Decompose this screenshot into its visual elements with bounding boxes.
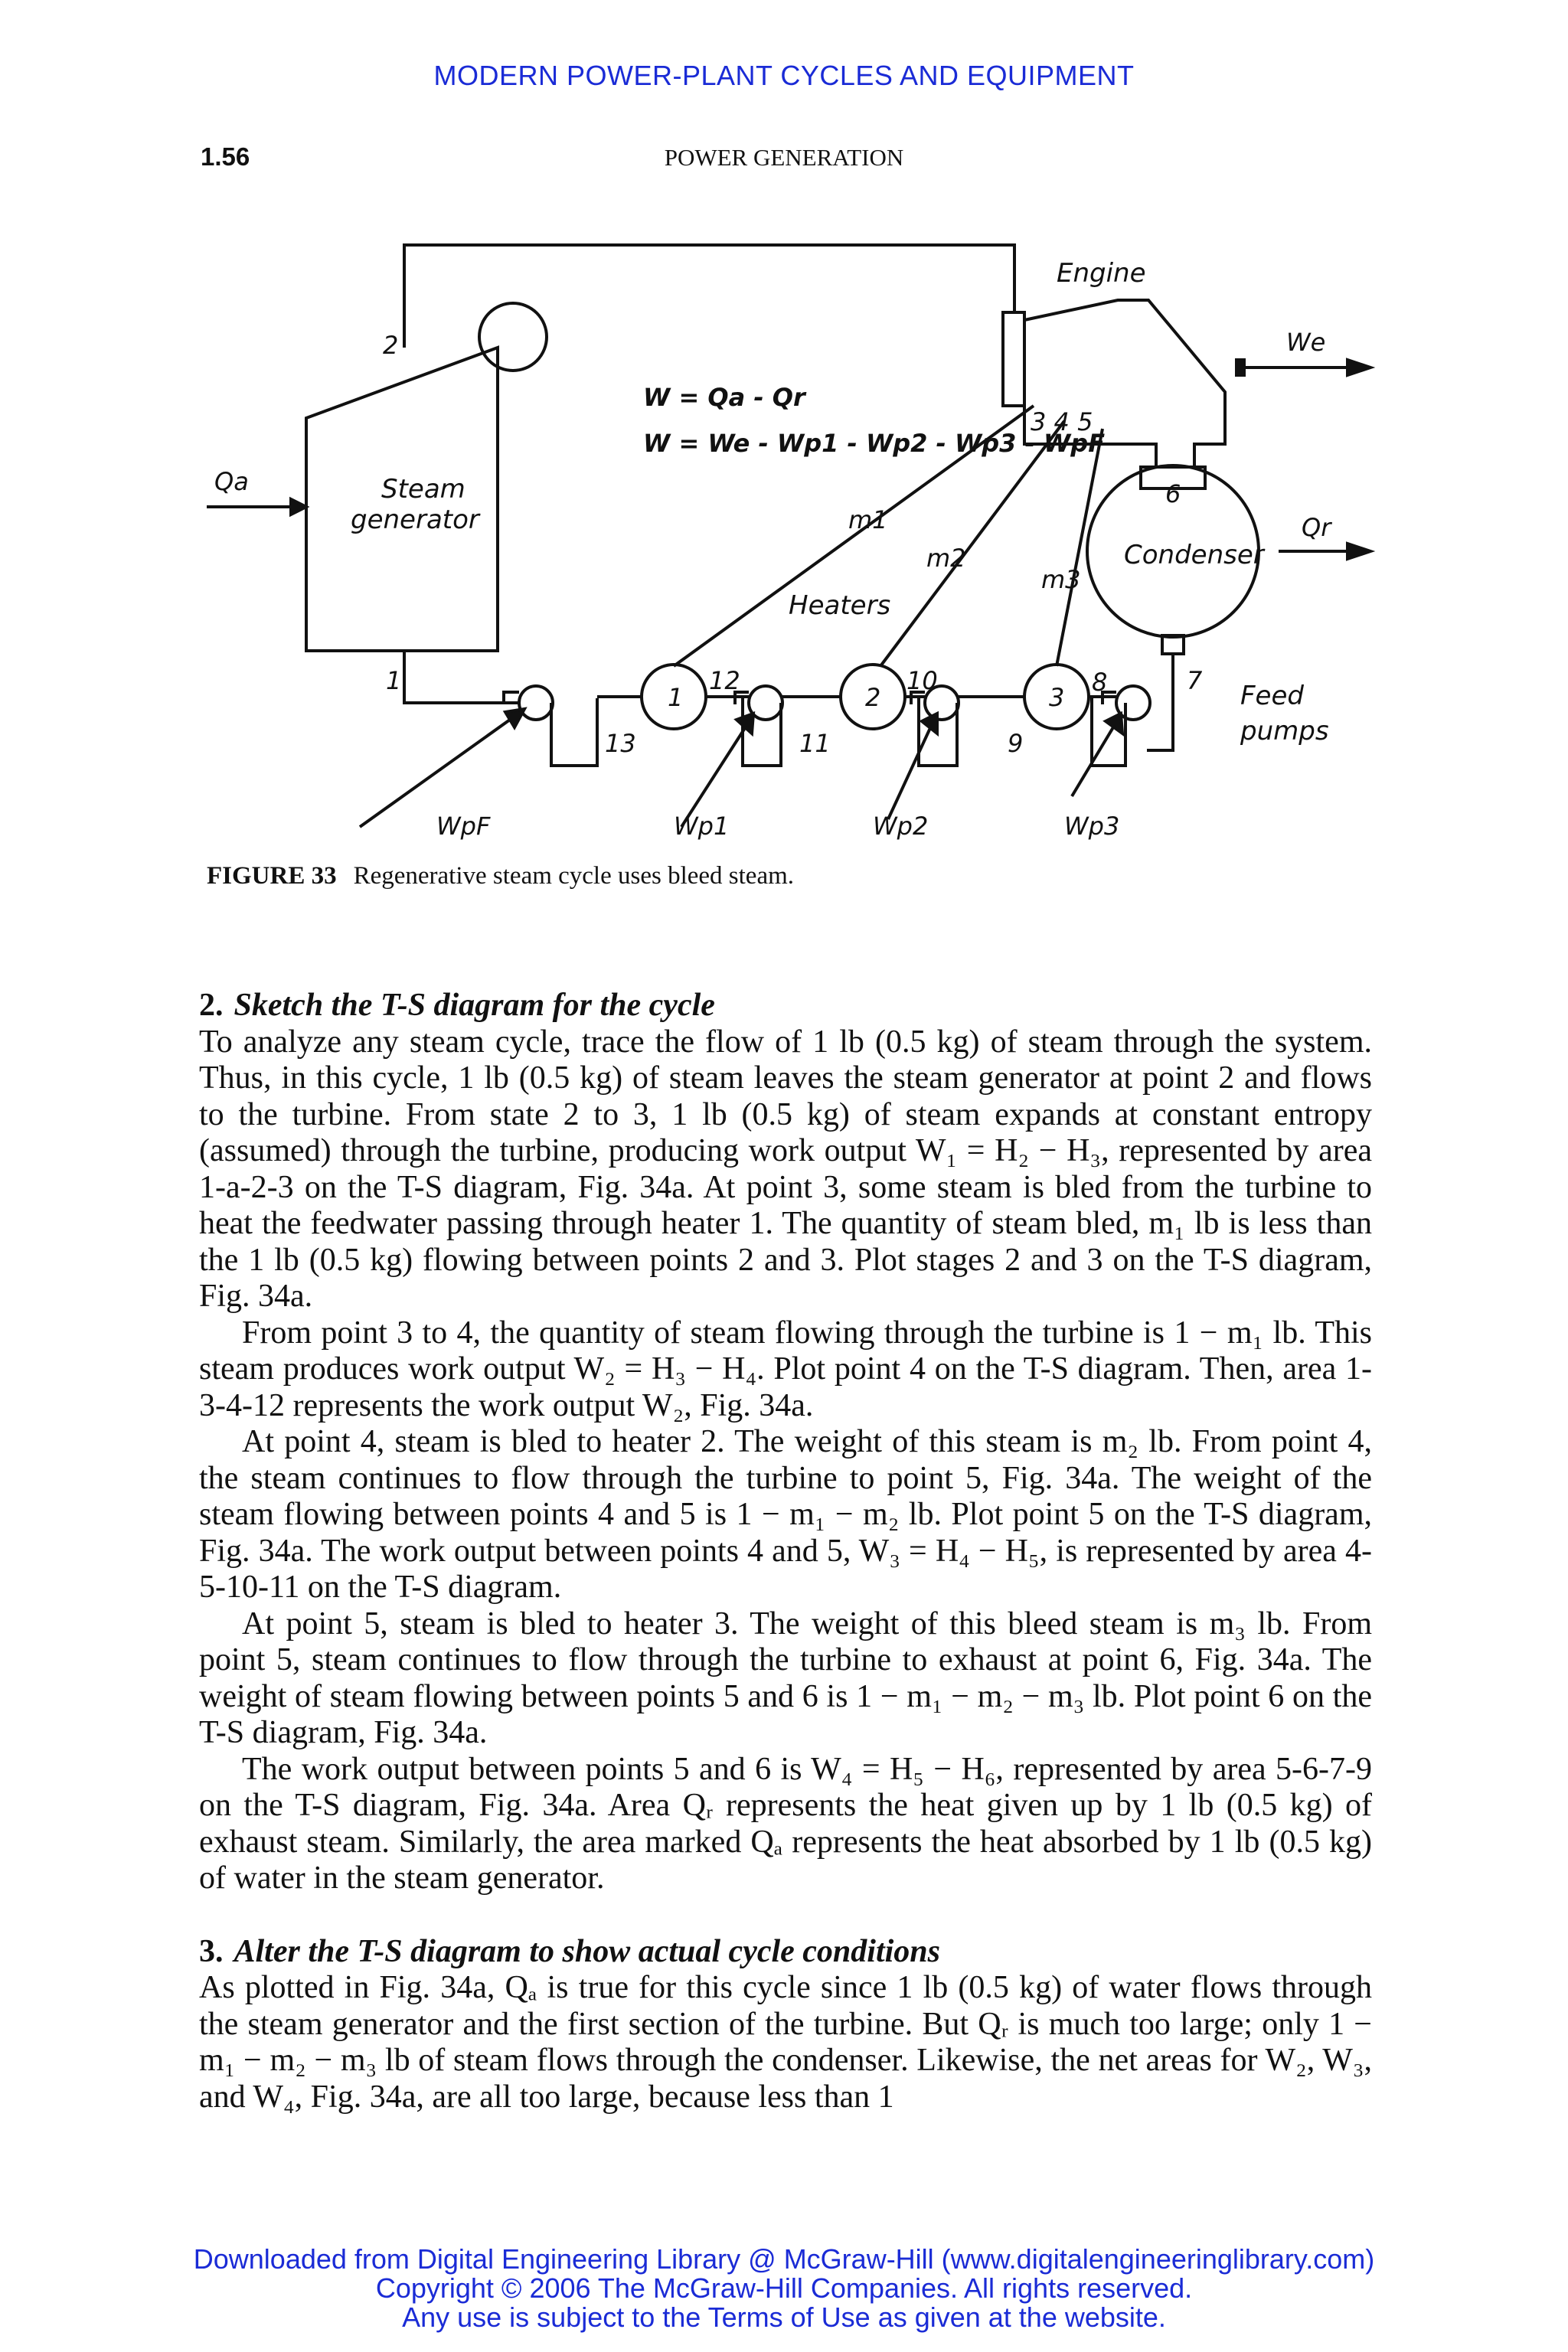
page-number: 1.56 [201, 142, 250, 171]
section-2-paragraph-1: To analyze any steam cycle, trace the flow of 1 lb (0.5 kg) of steam through the system. Thus, in this cycle, 1 lb (0.5 kg) of steam leaves the steam generator at point 2 and flows to the turbine. From state 2 to 3, 1 lb (0.5 kg) of steam expands at constant entropy (assumed) through the turbine, producing work output W₁ = H₂ − H₃, represented by area 1-a-2-3 on the T-S diagram, Fig. 34a. At point 3, some steam is bled from the turbine to heat the feedwater passing through heater 1. The quantity of steam bled, m₁ lb is less than the 1 lb (0.5 kg) flowing between points 2 and 3. Plot stages 2 and 3 on the T-S diagram, Fig. 34a. [199, 1024, 1372, 1314]
label-point-12: 12 [709, 666, 740, 695]
figure-caption-text: Regenerative steam cycle uses bleed steam. [353, 862, 795, 890]
label-condenser: Condenser [1124, 540, 1264, 570]
label-wp2: Wp2 [873, 812, 929, 841]
label-steam-generator-1: Steam [381, 474, 466, 505]
label-heater-2: 2 [865, 683, 881, 712]
label-qr: Qr [1302, 513, 1331, 542]
label-wp1: Wp1 [674, 812, 730, 841]
label-point-11: 11 [799, 729, 831, 758]
footer [0, 2245, 1568, 2332]
label-point-10: 10 [906, 666, 938, 695]
steam-drum [479, 303, 547, 371]
label-point-1: 1 [386, 666, 402, 695]
figure-caption-label: FIGURE 33 [207, 862, 337, 890]
label-formula-2: W = We - Wp1 - Wp2 - Wp3 - WpF [643, 429, 1106, 458]
bleed-m3 [1057, 429, 1102, 666]
label-point-8: 8 [1092, 668, 1108, 697]
section-2-paragraph-4: At point 5, steam is bled to heater 3. The weight of this bleed steam is m₃ lb. From point 5, steam continues to flow through the turbine to exhaust at point 6, Fig. 34a. The weight of steam flowing between points 5 and 6 is 1 − m₁ − m₂ − m₃ lb. Plot point 6 on the T-S diagram, Fig. 34a. [199, 1606, 1372, 1750]
section-2-number: 2. [199, 988, 224, 1023]
label-m3: m3 [1041, 565, 1081, 594]
label-m2: m2 [926, 544, 966, 573]
section-2-paragraph-5: The work output between points 5 and 6 is W₄ = H₅ − H₆, represented by area 5-6-7-9 on the T-S diagram, Fig. 34a. Area Qᵣ represents the heat given up by 1 lb (0.5 kg) of exhaust steam. Similarly, the area marked Qₐ represents the heat absorbed by 1 lb (0.5 kg) of water in the steam generator. [199, 1751, 1372, 1896]
label-point-6: 6 [1165, 479, 1181, 508]
label-heaters: Heaters [789, 590, 891, 621]
label-qa: Qa [214, 467, 249, 496]
steam-line-2 [404, 245, 1014, 348]
label-heater-1: 1 [668, 683, 684, 712]
label-feed-pumps-2: pumps [1240, 716, 1329, 746]
section-title: POWER GENERATION [664, 144, 904, 171]
feed-pump [519, 686, 553, 720]
label-steam-generator-2: generator [351, 505, 479, 535]
section-2-title: Sketch the T-S diagram for the cycle [234, 988, 715, 1023]
section-2-paragraph-2: From point 3 to 4, the quantity of steam flowing through the turbine is 1 − m₁ lb. This steam produces work output W₂ = H₃ − H₄. Plot point 4 on the T-S diagram. Then, area 1-3-4-12 represents the work output W₂, Fig. 34a. [199, 1315, 1372, 1423]
label-wp3: Wp3 [1064, 812, 1120, 841]
label-we: We [1286, 328, 1326, 357]
label-points-345: 3 4 5 [1031, 407, 1093, 436]
label-feed-pumps-1: Feed [1240, 681, 1304, 711]
section-2-paragraph-3: At point 4, steam is bled to heater 2. The weight of this steam is m₂ lb. From point 4, the steam continues to flow through the turbine to point 5, Fig. 34a. The weight of the steam flowing between points 4 and 5 is 1 − m₁ − m₂ lb. Plot point 5 on the T-S diagram, Fig. 34a. The work output between points 4 and 5, W₃ = H₄ − H₅, is represented by area 4-5-10-11 on the T-S diagram. [199, 1424, 1372, 1605]
footer-copyright: Copyright © 2006 The McGraw-Hill Companies. All rights reserved. [375, 2272, 1193, 2304]
label-heater-3: 3 [1049, 683, 1065, 712]
section-3-paragraph-1: As plotted in Fig. 34a, Qₐ is true for this cycle since 1 lb (0.5 kg) of water flows through the steam generator and the first section of the turbine. But Qᵣ is much too large; only 1 − m₁ − m₂ − m₃ lb of steam flows through the condenser. Likewise, the net areas for W₂, W₃, and W₄, Fig. 34a, are all too large, because less than 1 [199, 1970, 1372, 2115]
label-point-7: 7 [1187, 666, 1203, 695]
section-2-heading [199, 988, 1372, 1024]
section-3-heading [199, 1934, 1372, 1971]
turbine-header [1003, 312, 1024, 406]
footer-download-link[interactable]: Downloaded from Digital Engineering Library @ McGraw-Hill (www.digitalengineeringlibrary.com) [193, 2243, 1375, 2275]
label-wpf: WpF [436, 812, 491, 841]
label-formula-1: W = Qa - Qr [643, 383, 805, 412]
label-point-13: 13 [605, 729, 636, 758]
footer-terms[interactable]: Any use is subject to the Terms of Use as given at the website. [402, 2301, 1166, 2333]
bleed-m2 [880, 421, 1064, 666]
section-3-title: Alter the T-S diagram to show actual cycle conditions [234, 1933, 941, 1969]
body-text [199, 988, 1372, 2115]
running-head: MODERN POWER-PLANT CYCLES AND EQUIPMENT [433, 60, 1135, 91]
label-m1: m1 [848, 505, 888, 534]
feedwater-line [551, 698, 597, 766]
label-engine: Engine [1057, 258, 1146, 289]
figure-caption [207, 862, 794, 890]
section-3-number: 3. [199, 1933, 224, 1969]
label-point-9: 9 [1008, 729, 1024, 758]
regenerative-cycle-figure [199, 222, 1378, 896]
label-point-2: 2 [383, 331, 399, 360]
